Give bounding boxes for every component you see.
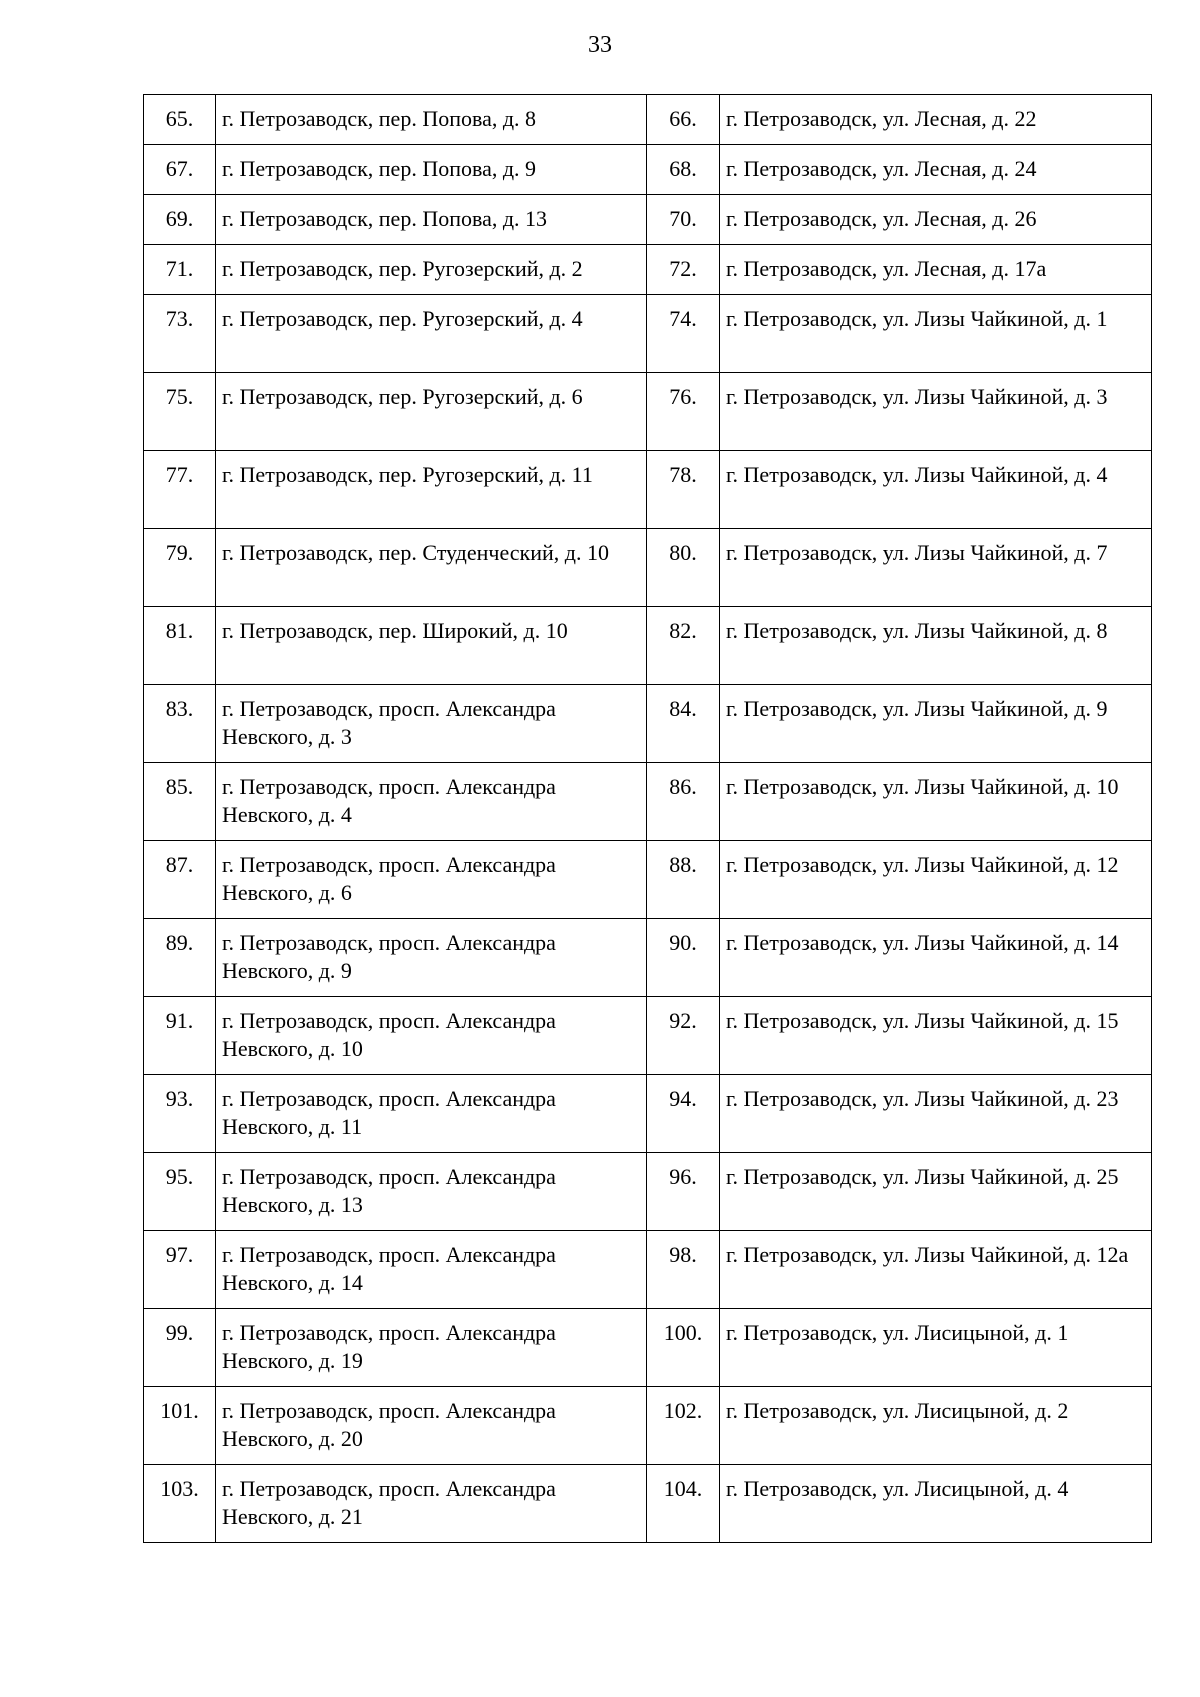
row-number-left: 81.	[144, 607, 216, 685]
address-right: г. Петрозаводск, ул. Лизы Чайкиной, д. 9	[720, 685, 1152, 763]
row-number-left: 97.	[144, 1231, 216, 1309]
table-row	[144, 763, 1152, 841]
row-number-right: 68.	[647, 145, 720, 195]
address-right: г. Петрозаводск, ул. Лизы Чайкиной, д. 7	[720, 529, 1152, 607]
address-left: г. Петрозаводск, пер. Ругозерский, д. 2	[216, 245, 647, 295]
address-right: г. Петрозаводск, ул. Лизы Чайкиной, д. 3	[720, 373, 1152, 451]
table-row	[144, 685, 1152, 763]
table-row	[144, 607, 1152, 685]
row-number-right: 102.	[647, 1387, 720, 1465]
row-number-right: 100.	[647, 1309, 720, 1387]
table-row	[144, 245, 1152, 295]
row-number-right: 88.	[647, 841, 720, 919]
address-right: г. Петрозаводск, ул. Лизы Чайкиной, д. 1	[720, 295, 1152, 373]
address-right: г. Петрозаводск, ул. Лисицыной, д. 1	[720, 1309, 1152, 1387]
row-number-right: 74.	[647, 295, 720, 373]
table-row	[144, 841, 1152, 919]
address-right: г. Петрозаводск, ул. Лизы Чайкиной, д. 10	[720, 763, 1152, 841]
row-number-left: 79.	[144, 529, 216, 607]
row-number-left: 67.	[144, 145, 216, 195]
address-right: г. Петрозаводск, ул. Лизы Чайкиной, д. 12а	[720, 1231, 1152, 1309]
row-number-right: 104.	[647, 1465, 720, 1543]
row-number-left: 89.	[144, 919, 216, 997]
row-number-left: 69.	[144, 195, 216, 245]
row-number-left: 95.	[144, 1153, 216, 1231]
table-row	[144, 373, 1152, 451]
table-row	[144, 919, 1152, 997]
address-right: г. Петрозаводск, ул. Лизы Чайкиной, д. 8	[720, 607, 1152, 685]
table-row	[144, 1153, 1152, 1231]
address-left: г. Петрозаводск, пер. Попова, д. 13	[216, 195, 647, 245]
address-left: г. Петрозаводск, пер. Ругозерский, д. 6	[216, 373, 647, 451]
table-row	[144, 1075, 1152, 1153]
address-left: г. Петрозаводск, просп. Александра Невского, д. 19	[216, 1309, 647, 1387]
row-number-left: 85.	[144, 763, 216, 841]
address-left: г. Петрозаводск, просп. Александра Невского, д. 4	[216, 763, 647, 841]
table-row	[144, 295, 1152, 373]
row-number-right: 96.	[647, 1153, 720, 1231]
address-right: г. Петрозаводск, ул. Лесная, д. 17а	[720, 245, 1152, 295]
table-row	[144, 145, 1152, 195]
row-number-left: 83.	[144, 685, 216, 763]
address-left: г. Петрозаводск, просп. Александра Невского, д. 9	[216, 919, 647, 997]
address-table	[143, 94, 1152, 1543]
address-left: г. Петрозаводск, просп. Александра Невского, д. 11	[216, 1075, 647, 1153]
address-right: г. Петрозаводск, ул. Лизы Чайкиной, д. 15	[720, 997, 1152, 1075]
row-number-left: 65.	[144, 95, 216, 145]
table-row	[144, 195, 1152, 245]
table-row	[144, 1309, 1152, 1387]
row-number-right: 66.	[647, 95, 720, 145]
row-number-left: 91.	[144, 997, 216, 1075]
row-number-left: 101.	[144, 1387, 216, 1465]
table-row	[144, 451, 1152, 529]
address-left: г. Петрозаводск, просп. Александра Невского, д. 3	[216, 685, 647, 763]
address-left: г. Петрозаводск, пер. Широкий, д. 10	[216, 607, 647, 685]
row-number-right: 80.	[647, 529, 720, 607]
row-number-right: 82.	[647, 607, 720, 685]
table-row	[144, 1387, 1152, 1465]
address-left: г. Петрозаводск, просп. Александра Невского, д. 10	[216, 997, 647, 1075]
table-row	[144, 997, 1152, 1075]
row-number-right: 94.	[647, 1075, 720, 1153]
row-number-left: 93.	[144, 1075, 216, 1153]
table-row	[144, 529, 1152, 607]
address-left: г. Петрозаводск, просп. Александра Невского, д. 6	[216, 841, 647, 919]
row-number-left: 99.	[144, 1309, 216, 1387]
row-number-right: 98.	[647, 1231, 720, 1309]
page-number: 33	[588, 32, 612, 58]
row-number-right: 78.	[647, 451, 720, 529]
row-number-right: 90.	[647, 919, 720, 997]
table-row	[144, 1465, 1152, 1543]
row-number-right: 86.	[647, 763, 720, 841]
row-number-right: 92.	[647, 997, 720, 1075]
row-number-left: 103.	[144, 1465, 216, 1543]
row-number-right: 70.	[647, 195, 720, 245]
address-left: г. Петрозаводск, просп. Александра Невского, д. 13	[216, 1153, 647, 1231]
address-right: г. Петрозаводск, ул. Лисицыной, д. 2	[720, 1387, 1152, 1465]
address-left: г. Петрозаводск, пер. Попова, д. 8	[216, 95, 647, 145]
row-number-left: 73.	[144, 295, 216, 373]
row-number-left: 75.	[144, 373, 216, 451]
row-number-left: 77.	[144, 451, 216, 529]
address-left: г. Петрозаводск, пер. Ругозерский, д. 4	[216, 295, 647, 373]
address-right: г. Петрозаводск, ул. Лизы Чайкиной, д. 14	[720, 919, 1152, 997]
address-left: г. Петрозаводск, пер. Ругозерский, д. 11	[216, 451, 647, 529]
row-number-right: 72.	[647, 245, 720, 295]
address-right: г. Петрозаводск, ул. Лизы Чайкиной, д. 4	[720, 451, 1152, 529]
row-number-right: 84.	[647, 685, 720, 763]
table-row	[144, 1231, 1152, 1309]
table-row	[144, 95, 1152, 145]
address-right: г. Петрозаводск, ул. Лесная, д. 26	[720, 195, 1152, 245]
address-right: г. Петрозаводск, ул. Лесная, д. 22	[720, 95, 1152, 145]
row-number-right: 76.	[647, 373, 720, 451]
address-right: г. Петрозаводск, ул. Лизы Чайкиной, д. 23	[720, 1075, 1152, 1153]
address-left: г. Петрозаводск, просп. Александра Невского, д. 14	[216, 1231, 647, 1309]
address-left: г. Петрозаводск, пер. Студенческий, д. 10	[216, 529, 647, 607]
address-right: г. Петрозаводск, ул. Лесная, д. 24	[720, 145, 1152, 195]
address-right: г. Петрозаводск, ул. Лизы Чайкиной, д. 25	[720, 1153, 1152, 1231]
address-right: г. Петрозаводск, ул. Лизы Чайкиной, д. 12	[720, 841, 1152, 919]
row-number-left: 71.	[144, 245, 216, 295]
row-number-left: 87.	[144, 841, 216, 919]
address-left: г. Петрозаводск, просп. Александра Невского, д. 21	[216, 1465, 647, 1543]
address-left: г. Петрозаводск, просп. Александра Невского, д. 20	[216, 1387, 647, 1465]
address-right: г. Петрозаводск, ул. Лисицыной, д. 4	[720, 1465, 1152, 1543]
address-left: г. Петрозаводск, пер. Попова, д. 9	[216, 145, 647, 195]
